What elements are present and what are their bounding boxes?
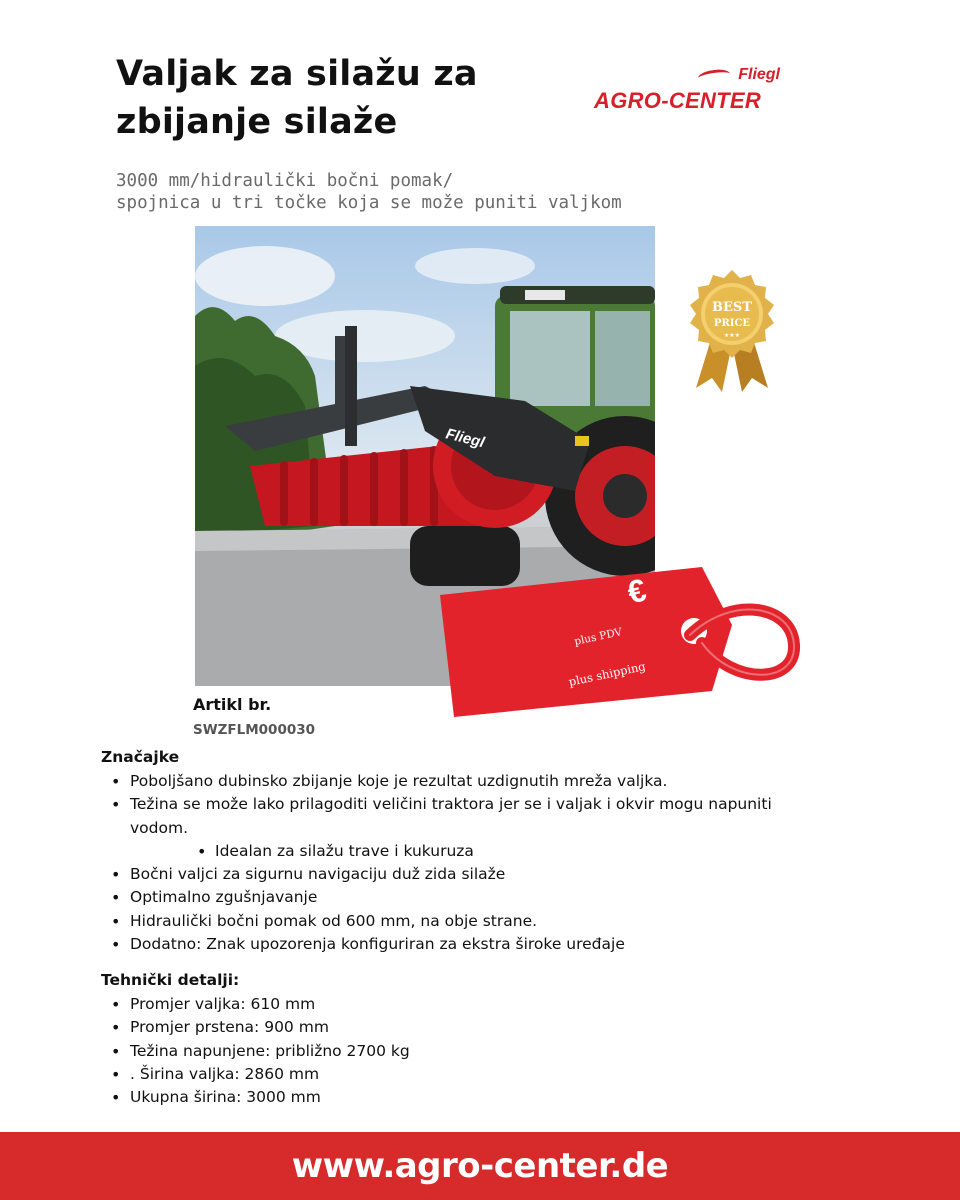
logo-brand-big: AGRO-CENTER bbox=[594, 88, 762, 113]
agro-center-logo bbox=[592, 66, 792, 118]
features-list bbox=[101, 770, 821, 956]
list-item: • Optimalno zgušnjavanje bbox=[101, 886, 821, 909]
features-heading: Značajke bbox=[101, 748, 180, 766]
article-label: Artikl br. bbox=[193, 695, 272, 714]
machine-brand-label: Fliegl bbox=[444, 425, 487, 452]
list-item: • Promjer valjka: 610 mm bbox=[101, 993, 821, 1016]
list-item-nested: • Idealan za silažu trave i kukuruza bbox=[101, 840, 821, 863]
subtitle bbox=[116, 170, 676, 214]
list-item: • . Širina valjka: 2860 mm bbox=[101, 1063, 821, 1086]
list-item: • Hidraulički bočni pomak od 600 mm, na obje strane. bbox=[101, 910, 821, 933]
badge-line-2: PRICE bbox=[713, 318, 751, 329]
tech-heading: Tehnički detalji: bbox=[101, 971, 240, 989]
price-plus-vat: plus PDV bbox=[573, 626, 624, 648]
list-item: • Ukupna širina: 3000 mm bbox=[101, 1086, 821, 1109]
badge-line-1: BEST bbox=[712, 300, 752, 315]
subtitle-line-2: spojnica u tri točke koja se može puniti valjkom bbox=[116, 193, 622, 213]
list-item: • Težina se može lako prilagoditi veličini traktora jer se i valjak i okvir mogu napuniti vodom. bbox=[101, 793, 821, 840]
price-plus-shipping: plus shipping bbox=[567, 659, 647, 689]
list-item: • Promjer prstena: 900 mm bbox=[101, 1016, 821, 1039]
page-title: Valjak za silažu za zbijanje silaže bbox=[116, 54, 478, 142]
article-number: SWZFLM000030 bbox=[193, 722, 316, 738]
logo-swoosh-icon bbox=[697, 68, 730, 84]
price-currency: € bbox=[623, 571, 650, 611]
features-section bbox=[101, 746, 821, 956]
tech-section bbox=[101, 969, 821, 1109]
logo-brand-small: Fliegl bbox=[738, 66, 780, 83]
subtitle-line-1: 3000 mm/hidraulički bočni pomak/ bbox=[116, 171, 454, 191]
best-price-badge bbox=[686, 270, 778, 394]
list-item: • Dodatno: Znak upozorenja konfiguriran za ekstra široke uređaje bbox=[101, 933, 821, 956]
price-tag bbox=[432, 565, 812, 725]
footer-url-link[interactable]: www.agro-center.de bbox=[291, 1146, 669, 1186]
list-item: • Poboljšano dubinsko zbijanje koje je rezultat uzdignutih mreža valjka. bbox=[101, 770, 821, 793]
tech-list bbox=[101, 993, 821, 1109]
footer-bar bbox=[0, 1132, 960, 1200]
list-item: • Težina napunjene: približno 2700 kg bbox=[101, 1040, 821, 1063]
badge-stars-icon: ★★★ bbox=[723, 332, 741, 339]
list-item: • Bočni valjci za sigurnu navigaciju duž zida silaže bbox=[101, 863, 821, 886]
